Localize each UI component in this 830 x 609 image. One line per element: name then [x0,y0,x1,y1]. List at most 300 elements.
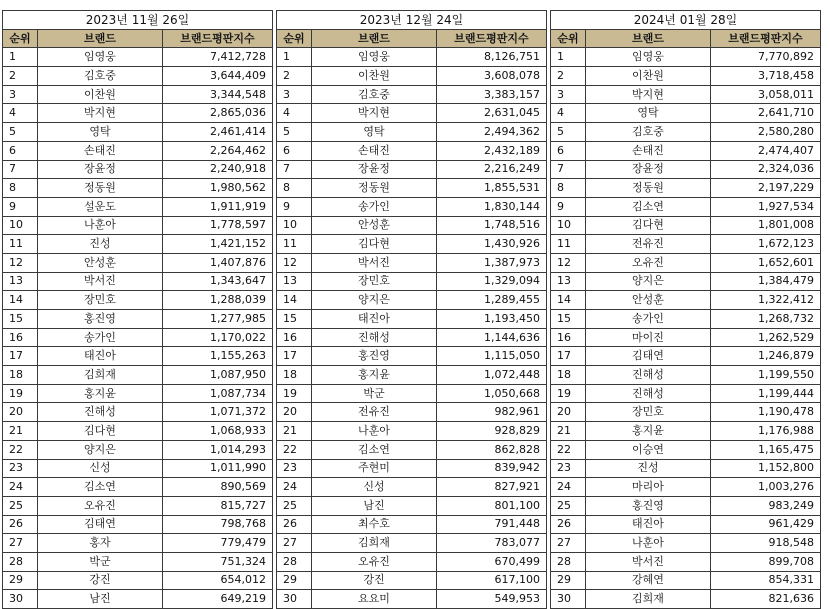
table-row [3,291,273,310]
brand-cell: 최수호 [312,515,437,534]
score-cell: 7,412,728 [163,48,273,67]
rank-cell: 2 [551,67,586,86]
score-cell: 1,193,450 [437,310,547,329]
score-cell: 654,012 [163,571,273,590]
score-cell: 1,407,876 [163,253,273,272]
rank-cell: 21 [551,422,586,441]
table-row [3,403,273,422]
table-row [3,48,273,67]
score-cell: 2,494,362 [437,123,547,142]
score-cell: 854,331 [711,571,821,590]
score-cell: 1,387,973 [437,253,547,272]
rank-header: 순위 [277,29,312,48]
table-row [277,384,547,403]
brand-cell: 송가인 [312,197,437,216]
score-cell: 1,152,800 [711,459,821,478]
brand-header: 브랜드 [586,29,711,48]
rank-cell: 11 [277,235,312,254]
score-cell: 1,748,516 [437,216,547,235]
rank-cell: 3 [3,85,38,104]
rank-cell: 17 [551,347,586,366]
score-header: 브랜드평판지수 [711,29,821,48]
brand-cell: 정동원 [586,179,711,198]
rank-cell: 23 [3,459,38,478]
rank-cell: 1 [3,48,38,67]
score-cell: 1,430,926 [437,235,547,254]
rank-cell: 7 [3,160,38,179]
table-row [551,422,821,441]
table-row [277,291,547,310]
brand-cell: 손태진 [312,141,437,160]
score-cell: 1,322,412 [711,291,821,310]
table-row [3,496,273,515]
score-cell: 791,448 [437,515,547,534]
score-cell: 1,199,444 [711,384,821,403]
brand-cell: 장민호 [38,291,163,310]
rank-cell: 28 [277,552,312,571]
rank-cell: 11 [551,235,586,254]
score-cell: 1,071,372 [163,403,273,422]
rank-cell: 10 [277,216,312,235]
brand-cell: 양지은 [38,440,163,459]
brand-cell: 진성 [38,235,163,254]
table-row [277,571,547,590]
rank-cell: 11 [3,235,38,254]
rank-cell: 29 [277,571,312,590]
brand-cell: 박지현 [312,104,437,123]
rank-cell: 6 [551,141,586,160]
brand-cell: 손태진 [38,141,163,160]
rank-cell: 22 [551,440,586,459]
table-row [3,552,273,571]
rank-cell: 14 [3,291,38,310]
brand-cell: 박서진 [586,552,711,571]
rank-cell: 18 [3,366,38,385]
score-cell: 8,126,751 [437,48,547,67]
rank-cell: 27 [3,534,38,553]
rank-cell: 3 [551,85,586,104]
brand-cell: 오유진 [38,496,163,515]
score-cell: 1,050,668 [437,384,547,403]
rank-cell: 3 [277,85,312,104]
ranking-table-2 [276,10,547,609]
brand-cell: 박지현 [586,85,711,104]
brand-header: 브랜드 [38,29,163,48]
table-row [551,272,821,291]
table-row [3,590,273,609]
brand-cell: 정동원 [312,179,437,198]
table-row [551,85,821,104]
score-cell: 1,115,050 [437,347,547,366]
brand-cell: 홍지윤 [586,422,711,441]
table-row [551,291,821,310]
table-row [3,235,273,254]
table-row [551,571,821,590]
brand-cell: 홍지윤 [38,384,163,403]
score-cell: 918,548 [711,534,821,553]
rank-cell: 24 [277,478,312,497]
rank-cell: 9 [551,197,586,216]
rank-cell: 2 [277,67,312,86]
score-cell: 1,262,529 [711,328,821,347]
table-row [3,253,273,272]
brand-cell: 박군 [312,384,437,403]
table-row [3,123,273,142]
brand-cell: 김소연 [38,478,163,497]
rank-cell: 12 [277,253,312,272]
table-row [3,366,273,385]
rank-cell: 21 [3,422,38,441]
score-cell: 2,461,414 [163,123,273,142]
table-row [277,590,547,609]
table-row [277,160,547,179]
score-cell: 890,569 [163,478,273,497]
score-cell: 3,383,157 [437,85,547,104]
score-cell: 1,801,008 [711,216,821,235]
table-row [3,310,273,329]
rank-cell: 14 [277,291,312,310]
brand-cell: 양지은 [586,272,711,291]
rank-cell: 19 [3,384,38,403]
table-row [3,534,273,553]
table-row [277,253,547,272]
brand-cell: 전유진 [312,403,437,422]
brand-cell: 진해성 [312,328,437,347]
brand-cell: 김희재 [312,534,437,553]
table-row [551,160,821,179]
score-cell: 1,289,455 [437,291,547,310]
rank-cell: 25 [3,496,38,515]
brand-cell: 태진아 [312,310,437,329]
score-cell: 961,429 [711,515,821,534]
brand-cell: 안성훈 [586,291,711,310]
table-row [551,496,821,515]
rank-cell: 25 [277,496,312,515]
brand-cell: 박서진 [38,272,163,291]
score-cell: 549,953 [437,590,547,609]
brand-cell: 손태진 [586,141,711,160]
rank-cell: 8 [551,179,586,198]
brand-cell: 김희재 [586,590,711,609]
table-row [551,104,821,123]
brand-cell: 송가인 [586,310,711,329]
table-row [277,347,547,366]
score-header: 브랜드평판지수 [163,29,273,48]
table-row [277,216,547,235]
brand-cell: 장윤정 [586,160,711,179]
table-row [3,571,273,590]
table-row [277,478,547,497]
rank-cell: 9 [277,197,312,216]
score-cell: 1,246,879 [711,347,821,366]
score-cell: 3,058,011 [711,85,821,104]
table-row [277,440,547,459]
rank-cell: 20 [3,403,38,422]
score-cell: 1,277,985 [163,310,273,329]
rank-cell: 29 [551,571,586,590]
rank-cell: 20 [277,403,312,422]
rank-cell: 17 [3,347,38,366]
brand-cell: 홍진영 [312,347,437,366]
score-cell: 982,961 [437,403,547,422]
brand-cell: 김희재 [38,366,163,385]
rank-cell: 24 [551,478,586,497]
table-row [3,440,273,459]
brand-cell: 주현미 [312,459,437,478]
rank-cell: 13 [3,272,38,291]
score-cell: 1,980,562 [163,179,273,198]
table-row [551,552,821,571]
brand-cell: 영탁 [38,123,163,142]
rank-cell: 14 [551,291,586,310]
rank-cell: 6 [277,141,312,160]
table-row [3,216,273,235]
brand-cell: 강혜연 [586,571,711,590]
table-row [3,459,273,478]
brand-cell: 김호중 [38,67,163,86]
score-cell: 1,068,933 [163,422,273,441]
brand-cell: 이찬원 [38,85,163,104]
score-cell: 649,219 [163,590,273,609]
brand-cell: 강진 [38,571,163,590]
brand-cell: 설운도 [38,197,163,216]
brand-cell: 영탁 [312,123,437,142]
table-row [277,85,547,104]
table-row [551,403,821,422]
table-row [551,310,821,329]
brand-cell: 진해성 [586,366,711,385]
rank-cell: 4 [551,104,586,123]
table-row [3,515,273,534]
rank-cell: 19 [277,384,312,403]
brand-cell: 영탁 [586,104,711,123]
table-row [277,422,547,441]
rank-cell: 16 [277,328,312,347]
score-cell: 779,479 [163,534,273,553]
table-row [277,104,547,123]
table-row [551,328,821,347]
table-date: 2023년 12월 24일 [277,11,547,30]
score-cell: 928,829 [437,422,547,441]
score-cell: 2,197,229 [711,179,821,198]
score-cell: 2,216,249 [437,160,547,179]
brand-cell: 요요미 [312,590,437,609]
brand-cell: 박군 [38,552,163,571]
score-cell: 862,828 [437,440,547,459]
table-row [3,422,273,441]
brand-cell: 김호중 [312,85,437,104]
table-row [551,197,821,216]
brand-cell: 박지현 [38,104,163,123]
score-cell: 2,240,918 [163,160,273,179]
brand-cell: 김태연 [586,347,711,366]
brand-cell: 강진 [312,571,437,590]
brand-cell: 안성훈 [312,216,437,235]
score-cell: 798,768 [163,515,273,534]
rank-cell: 18 [277,366,312,385]
score-cell: 3,344,548 [163,85,273,104]
score-cell: 2,432,189 [437,141,547,160]
score-cell: 827,921 [437,478,547,497]
rank-cell: 29 [3,571,38,590]
table-row [551,459,821,478]
brand-cell: 장윤정 [312,160,437,179]
brand-cell: 남진 [38,590,163,609]
rank-cell: 1 [277,48,312,67]
rank-cell: 15 [3,310,38,329]
rank-cell: 28 [551,552,586,571]
table-row [3,160,273,179]
rank-cell: 5 [277,123,312,142]
rank-cell: 15 [551,310,586,329]
table-row [277,67,547,86]
table-row [277,328,547,347]
brand-cell: 나훈아 [312,422,437,441]
ranking-tables [2,10,821,609]
table-row [551,440,821,459]
score-cell: 783,077 [437,534,547,553]
brand-cell: 마이진 [586,328,711,347]
brand-cell: 이승연 [586,440,711,459]
table-row [277,366,547,385]
rank-cell: 16 [3,328,38,347]
table-row [551,67,821,86]
rank-cell: 27 [277,534,312,553]
table-row [3,384,273,403]
table-row [277,197,547,216]
rank-cell: 30 [551,590,586,609]
score-cell: 751,324 [163,552,273,571]
score-cell: 1,087,734 [163,384,273,403]
brand-cell: 태진아 [586,515,711,534]
table-row [277,235,547,254]
brand-cell: 김호중 [586,123,711,142]
brand-cell: 김소연 [586,197,711,216]
table-row [551,347,821,366]
score-header: 브랜드평판지수 [437,29,547,48]
brand-cell: 태진아 [38,347,163,366]
table-row [277,534,547,553]
rank-header: 순위 [3,29,38,48]
brand-cell: 진해성 [586,384,711,403]
brand-cell: 김태연 [38,515,163,534]
brand-cell: 김소연 [312,440,437,459]
score-cell: 1,155,263 [163,347,273,366]
rank-cell: 30 [3,590,38,609]
rank-cell: 4 [3,104,38,123]
score-cell: 1,014,293 [163,440,273,459]
table-row [551,48,821,67]
brand-cell: 신성 [38,459,163,478]
score-cell: 839,942 [437,459,547,478]
table-row [3,478,273,497]
brand-cell: 김다현 [586,216,711,235]
score-cell: 1,911,919 [163,197,273,216]
table-row [277,552,547,571]
brand-cell: 정동원 [38,179,163,198]
score-cell: 2,580,280 [711,123,821,142]
rank-cell: 10 [3,216,38,235]
score-cell: 1,190,478 [711,403,821,422]
table-row [277,496,547,515]
table-row [3,67,273,86]
score-cell: 3,718,458 [711,67,821,86]
table-row [551,179,821,198]
table-row [551,384,821,403]
ranking-table-1 [2,10,273,609]
rank-cell: 20 [551,403,586,422]
rank-cell: 30 [277,590,312,609]
score-cell: 1,087,950 [163,366,273,385]
rank-cell: 23 [277,459,312,478]
brand-cell: 홍진영 [38,310,163,329]
rank-cell: 16 [551,328,586,347]
brand-cell: 나훈아 [586,534,711,553]
table-row [277,179,547,198]
score-cell: 1,288,039 [163,291,273,310]
score-cell: 1,176,988 [711,422,821,441]
score-cell: 2,631,045 [437,104,547,123]
brand-cell: 장윤정 [38,160,163,179]
score-cell: 3,644,409 [163,67,273,86]
brand-header: 브랜드 [312,29,437,48]
score-cell: 1,927,534 [711,197,821,216]
score-cell: 1,165,475 [711,440,821,459]
brand-cell: 홍자 [38,534,163,553]
table-row [277,272,547,291]
rank-cell: 26 [551,515,586,534]
rank-cell: 21 [277,422,312,441]
brand-cell: 송가인 [38,328,163,347]
table-row [551,235,821,254]
rank-cell: 7 [551,160,586,179]
rank-cell: 6 [3,141,38,160]
table-row [551,478,821,497]
brand-cell: 김다현 [312,235,437,254]
brand-cell: 이찬원 [312,67,437,86]
rank-cell: 26 [277,515,312,534]
score-cell: 1,343,647 [163,272,273,291]
rank-cell: 13 [277,272,312,291]
table-row [277,403,547,422]
rank-cell: 26 [3,515,38,534]
score-cell: 7,770,892 [711,48,821,67]
score-cell: 1,011,990 [163,459,273,478]
score-cell: 2,264,462 [163,141,273,160]
brand-cell: 임영웅 [312,48,437,67]
score-cell: 1,652,601 [711,253,821,272]
table-row [3,197,273,216]
table-row [551,515,821,534]
rank-cell: 12 [3,253,38,272]
brand-cell: 이찬원 [586,67,711,86]
score-cell: 3,608,078 [437,67,547,86]
brand-cell: 안성훈 [38,253,163,272]
score-cell: 1,421,152 [163,235,273,254]
table-row [277,515,547,534]
rank-cell: 1 [551,48,586,67]
brand-cell: 오유진 [586,253,711,272]
score-cell: 1,199,550 [711,366,821,385]
brand-cell: 임영웅 [586,48,711,67]
score-cell: 1,329,094 [437,272,547,291]
table-row [277,310,547,329]
rank-header: 순위 [551,29,586,48]
table-row [551,141,821,160]
score-cell: 1,384,479 [711,272,821,291]
score-cell: 1,144,636 [437,328,547,347]
rank-cell: 28 [3,552,38,571]
